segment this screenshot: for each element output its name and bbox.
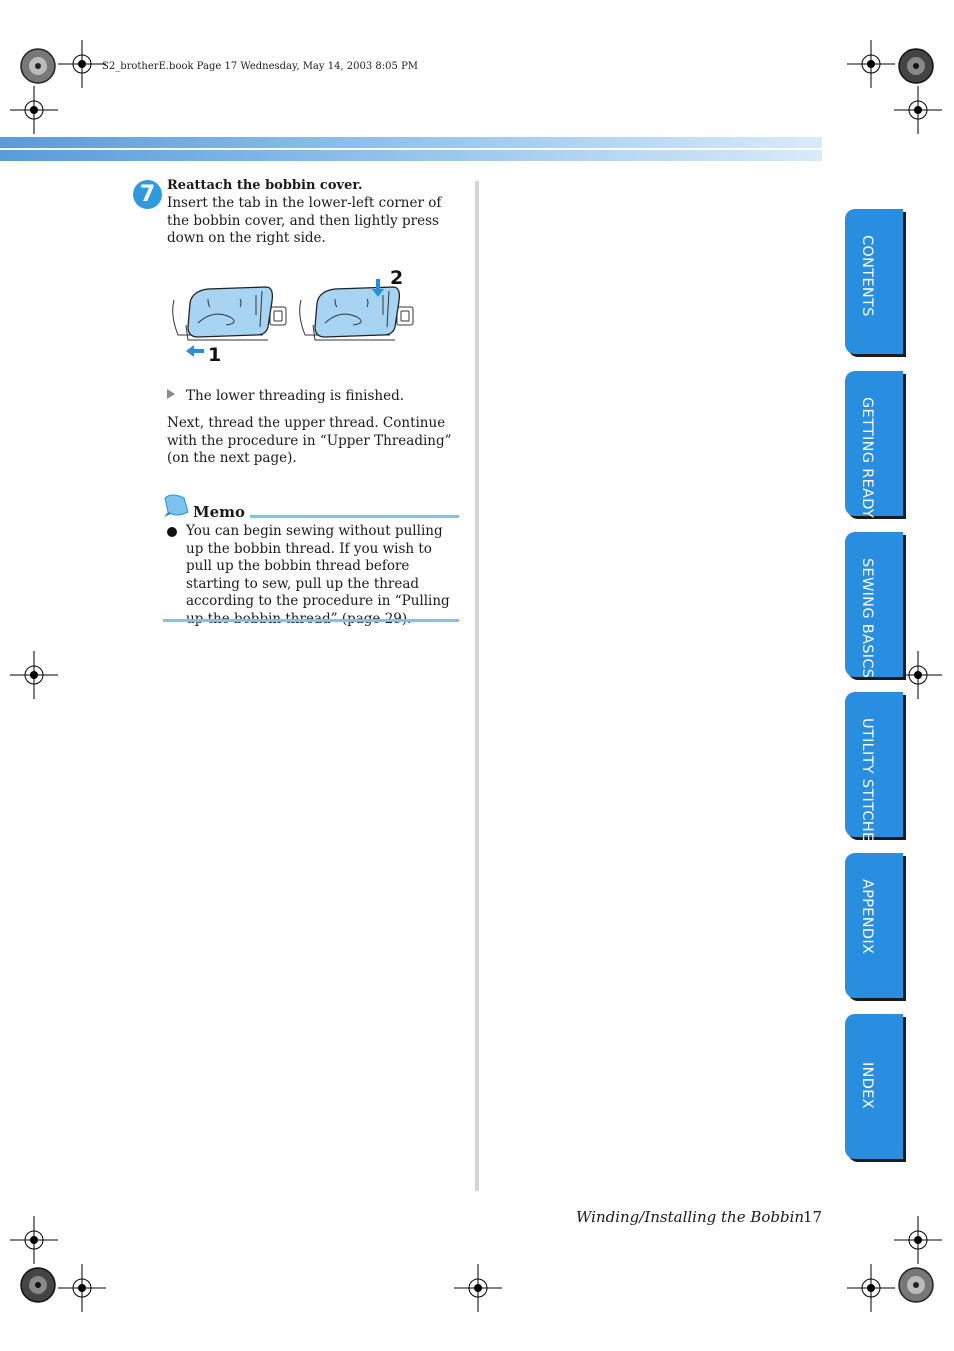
memo-divider	[250, 515, 459, 518]
step-title: Reattach the bobbin cover.	[167, 178, 363, 193]
bobbin-cover-step-1	[173, 287, 286, 340]
header-band	[0, 137, 822, 148]
registration-mark	[847, 40, 895, 88]
registration-mark	[847, 1264, 895, 1312]
tab-label: INDEX	[859, 1062, 875, 1109]
tab-contents[interactable]	[845, 209, 903, 354]
registration-mark	[10, 1216, 58, 1264]
header-band	[0, 150, 822, 161]
next-instruction: Next, thread the upper thread. Continue with the procedure in “Upper Threading” (on the next page).	[167, 415, 452, 467]
print-header: S2_brotherE.book Page 17 Wednesday, May 14, 2003 8:05 PM	[102, 61, 419, 72]
result-text: The lower threading is finished.	[186, 388, 405, 404]
arrow-left-icon	[186, 345, 204, 357]
tab-utility-stitches[interactable]	[845, 692, 903, 851]
column-divider	[475, 181, 479, 1191]
tab-label: CONTENTS	[859, 235, 875, 317]
starburst-mark	[897, 47, 935, 85]
starburst-mark	[897, 1266, 935, 1304]
registration-mark	[58, 40, 106, 88]
tab-label: APPENDIX	[859, 879, 875, 955]
registration-mark	[10, 86, 58, 134]
memo-title: Memo	[193, 503, 246, 521]
tab-getting-ready[interactable]	[845, 371, 903, 519]
memo-item: You can begin sewing without pulling up the bobbin thread. If you wish to pull up the bobbin thread before starting to sew, pull up the thread according to the procedure in “Pulling	[186, 523, 450, 610]
registration-mark	[58, 1264, 106, 1312]
registration-mark	[894, 1216, 942, 1264]
result-arrow-icon	[167, 389, 175, 399]
bobbin-cover-illustration	[168, 265, 430, 370]
footer-section-title: Winding/Installing the Bobbin	[576, 1208, 805, 1226]
page-number: 17	[803, 1208, 823, 1226]
bobbin-cover-step-2	[300, 287, 413, 340]
starburst-mark	[19, 47, 57, 85]
tab-appendix[interactable]	[845, 853, 903, 998]
registration-mark	[10, 651, 58, 699]
bullet-icon	[167, 527, 177, 537]
tab-label: UTILITY STITCHES	[859, 718, 875, 851]
figure-label-2: 2	[390, 267, 404, 289]
tab-label: SEWING BASICS	[859, 558, 875, 679]
memo-pen-icon	[162, 492, 190, 518]
step-number-badge: 7	[133, 180, 162, 209]
tab-sewing-basics[interactable]	[845, 532, 903, 677]
tab-index[interactable]	[845, 1014, 903, 1159]
registration-mark	[454, 1264, 502, 1312]
figure-label-1: 1	[208, 344, 222, 366]
step-body: Insert the tab in the lower-left corner of the bobbin cover, and then lightly press down on the right side.	[167, 195, 442, 247]
memo-divider	[163, 619, 459, 622]
starburst-mark	[19, 1266, 57, 1304]
registration-mark	[894, 86, 942, 134]
tab-label: GETTING READY	[859, 397, 875, 519]
